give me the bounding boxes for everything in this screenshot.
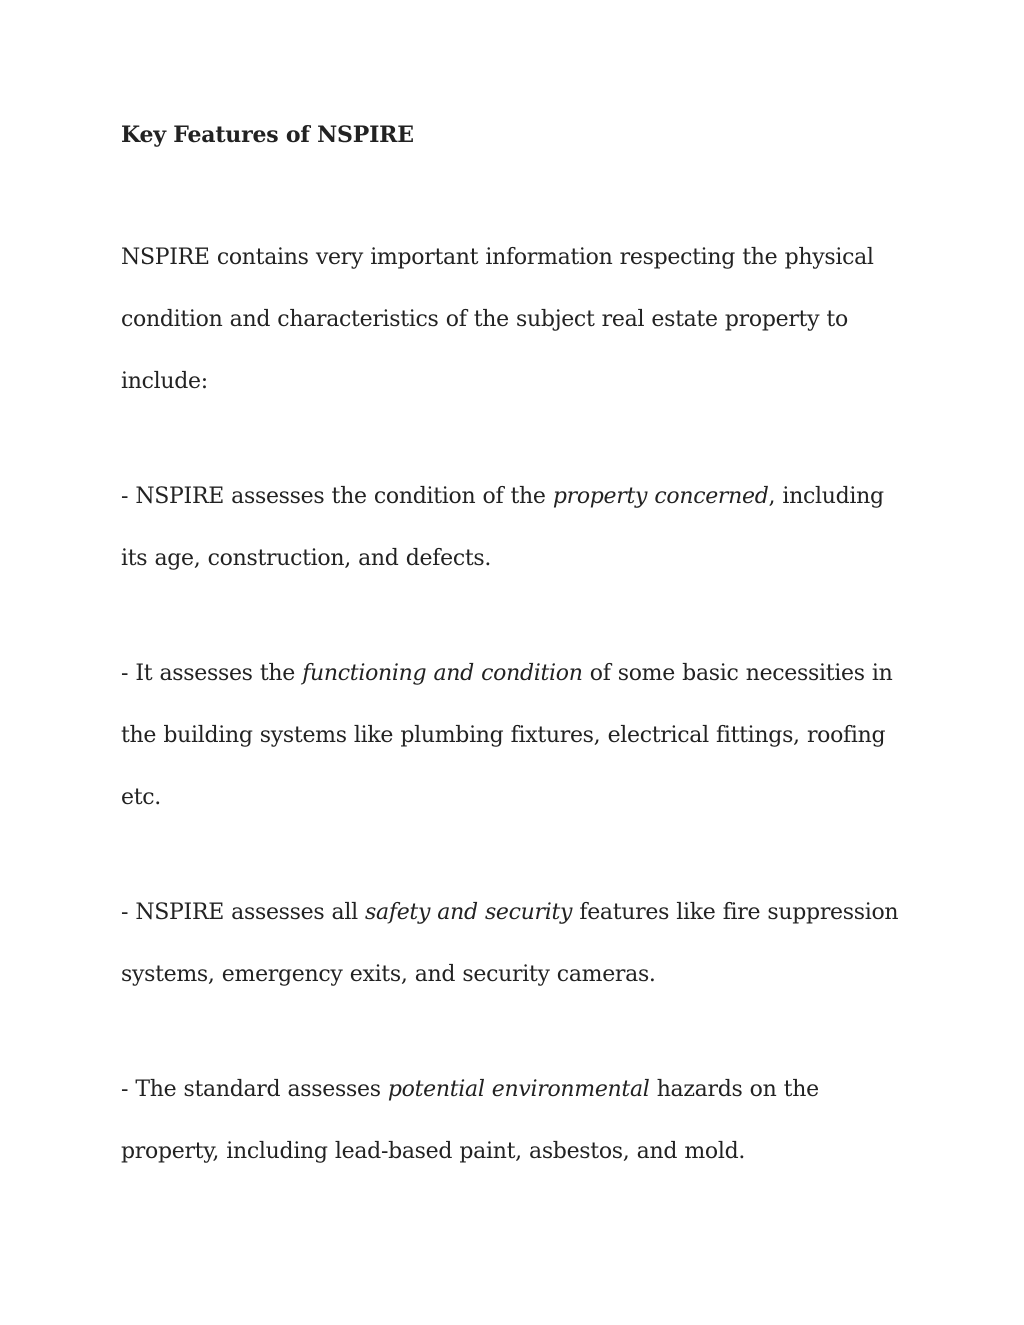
bullet-text-start: - The standard assesses [121,1077,388,1102]
intro-paragraph: NSPIRE contains very important information respecting the physical condition and characteristics of the subject real estate property to include: [121,245,874,394]
bullet-text-start: - NSPIRE assesses the condition of the [121,484,553,509]
bullet-text-end: , including its age, construction, and defects. [121,484,884,571]
bullet-text-end: hazards on the property, including lead-based paint, asbestos, and mold. [121,1077,819,1164]
bullet-text-start: - It assesses the [121,661,303,686]
bullet-emphasis: functioning and condition [302,661,583,686]
bullet-text-end: features like fire suppression systems, emergency exits, and security cameras. [121,900,899,987]
bullet-emphasis: safety and security [365,900,573,925]
bullet-paragraph-building-systems [121,643,911,829]
bullet-emphasis: property concerned [552,484,769,509]
bullet-text-start: - NSPIRE assesses all [121,900,366,925]
document-body [121,112,911,1183]
bullet-emphasis: potential environmental [387,1077,650,1102]
bullet-paragraph-property [121,466,911,590]
bullet-paragraph-environmental [121,1059,911,1183]
document-heading: Key Features of NSPIRE [121,122,414,148]
bullet-paragraph-safety [121,882,911,1006]
bullet-text-end: of some basic necessities in the building systems like plumbing fixtures, electrical fittings, roofing etc. [121,661,893,810]
